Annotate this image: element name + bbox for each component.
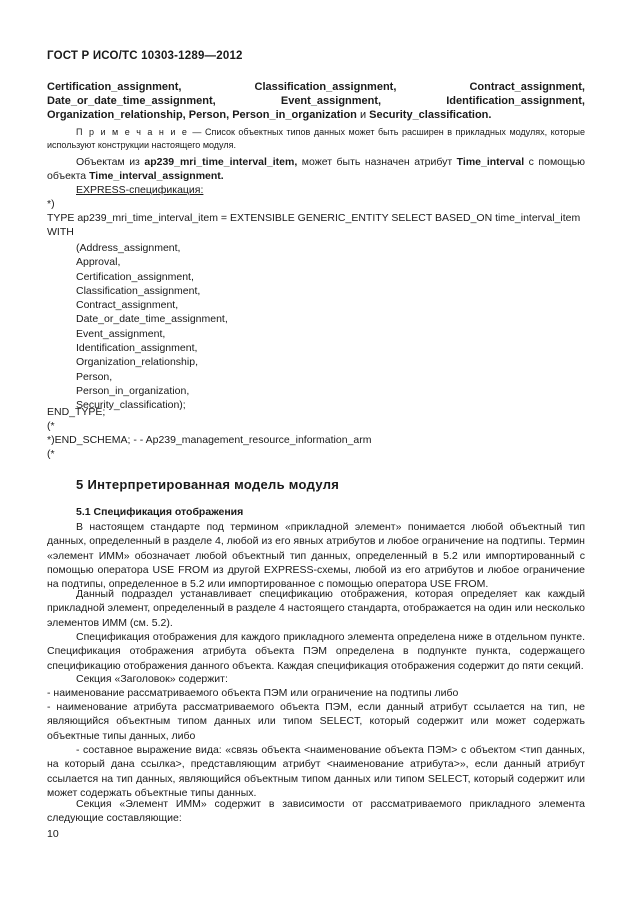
assign-paragraph: [47, 155, 585, 184]
section-title: 5 Интерпретированная модель модуля: [76, 477, 340, 492]
express-comment-open: (*: [47, 420, 55, 432]
list-item-2: - наименование атрибута рассматриваемого объекта ПЭМ, если данный атрибут ссылается на тип, не являющийся объектным типом данных или типом SELECT, который содержит или может содержать объектные типы данных, либо: [47, 701, 585, 742]
express-open: *): [47, 198, 55, 210]
express-item: Classification_assignment,: [76, 284, 201, 297]
assign-bold-2: Time_interval: [456, 156, 525, 168]
assign-bold-3: Time_interval_assignment.: [89, 170, 224, 183]
assign-text-2: может быть назначен атрибут: [297, 156, 457, 168]
express-item: Organization_relationship,: [76, 356, 198, 369]
note: [47, 126, 585, 151]
express-item: Date_or_date_time_assignment,: [76, 313, 228, 326]
period: .: [488, 109, 492, 121]
list-item-3: - составное выражение вида: «связь объекта <наименование объекта ПЭМ> с объектом <тип данных, на который дана ссылка>, представляющим атрибут <наименование атрибута>», если данный атрибут ссылается на тип данных, являющийся объектным типом данных или типом SELECT, который содержит или может содержать объектные типы данных.: [47, 744, 585, 799]
express-item: Certification_assignment,: [76, 270, 194, 283]
list-item-1: - наименование рассматриваемого объекта ПЭМ или ограничение на подтипы либо: [47, 687, 459, 699]
express-item: Identification_assignment,: [76, 342, 198, 355]
express-item: Person_in_organization,: [76, 384, 190, 397]
object-types-part1: Certification_assignment, Classification_assignment, Contract_assignment, Date_or_date_time_assignment, Event_assignment, Identification_assignment, Organization_relationship, Person, Person_in_organization: [47, 81, 585, 121]
conjunction: и: [356, 109, 370, 121]
express-label: EXPRESS-спецификация:: [76, 184, 204, 196]
assign-text-1: Объектам из: [76, 156, 145, 168]
express-item: (Address_assignment,: [76, 242, 181, 254]
express-item: Approval,: [76, 256, 121, 269]
express-comment-open-2: (*: [47, 448, 55, 460]
object-types-part2: Security_classification: [369, 109, 489, 121]
express-end-type: END_TYPE;: [47, 406, 106, 418]
body-paragraph-1: В настоящем стандарте под термином «прикладной элемент» понимается любой объектный тип данных, определенный в разделе 4, любой из его явных атрибутов и любое ограничение на подтипы. Термин «элемент ИММ» обозначает любой объектный тип данных, определенный в 5.2 или импортированный с помощью оператора USE FROM из другой EXPRESS-схемы, любой из его атрибутов и любое ограничение на подтипы, определенное в 5.2 или импортированное с помощью оператора USE FROM.: [47, 521, 585, 591]
express-type-line2: WITH: [47, 226, 74, 238]
object-type-list: [47, 80, 585, 122]
body-paragraph-4: Секция «Заголовок» содержит:: [76, 673, 228, 685]
express-item: Security_classification);: [76, 399, 186, 412]
body-paragraph-final: Секция «Элемент ИММ» содержит в зависимости от рассматриваемого прикладного элемента следующие составляющие:: [47, 798, 585, 825]
express-select-items: [76, 241, 228, 413]
page-number: 10: [47, 828, 59, 840]
note-indent: [47, 126, 189, 139]
express-type-line1: TYPE ap239_mri_time_interval_item = EXTENSIBLE GENERIC_ENTITY SELECT BASED_ON time_interval_item: [47, 212, 581, 224]
note-text: — Список объектных типов данных может быть расширен в прикладных модулях, которые используют конструкции настоящего модуля.: [47, 127, 585, 150]
express-item: Contract_assignment,: [76, 299, 179, 312]
assign-text-3: с помощью объекта: [47, 156, 585, 183]
assign-bold-1: ap239_mri_time_interval_item,: [144, 156, 298, 168]
body-paragraph-3: Спецификация отображения для каждого прикладного элемента определена ниже в отдельном пункте. Спецификация отображения атрибута объекта ПЭМ определена в подпункте пункта, содержащего спецификацию отображения данного объекта. Каждая спецификация отображения содержит до пяти секций.: [47, 631, 585, 672]
note-label: П р и м е ч а н и е: [76, 127, 189, 137]
express-item: Person,: [76, 370, 113, 383]
express-item: Event_assignment,: [76, 327, 166, 340]
body-paragraph-2: Данный подраздел устанавливает спецификацию отображения, которая определяет как каждый прикладной элемент, определенный в разделе 4 настоящего стандарта, отображается на один или несколько элементов ИММ (см. 5.2).: [47, 588, 585, 629]
document-header: ГОСТ Р ИСО/ТС 10303-1289—2012: [47, 50, 243, 62]
express-end-schema: *)END_SCHEMA; - - Ap239_management_resource_information_arm: [47, 434, 372, 446]
subsection-title: 5.1 Спецификация отображения: [76, 506, 244, 518]
